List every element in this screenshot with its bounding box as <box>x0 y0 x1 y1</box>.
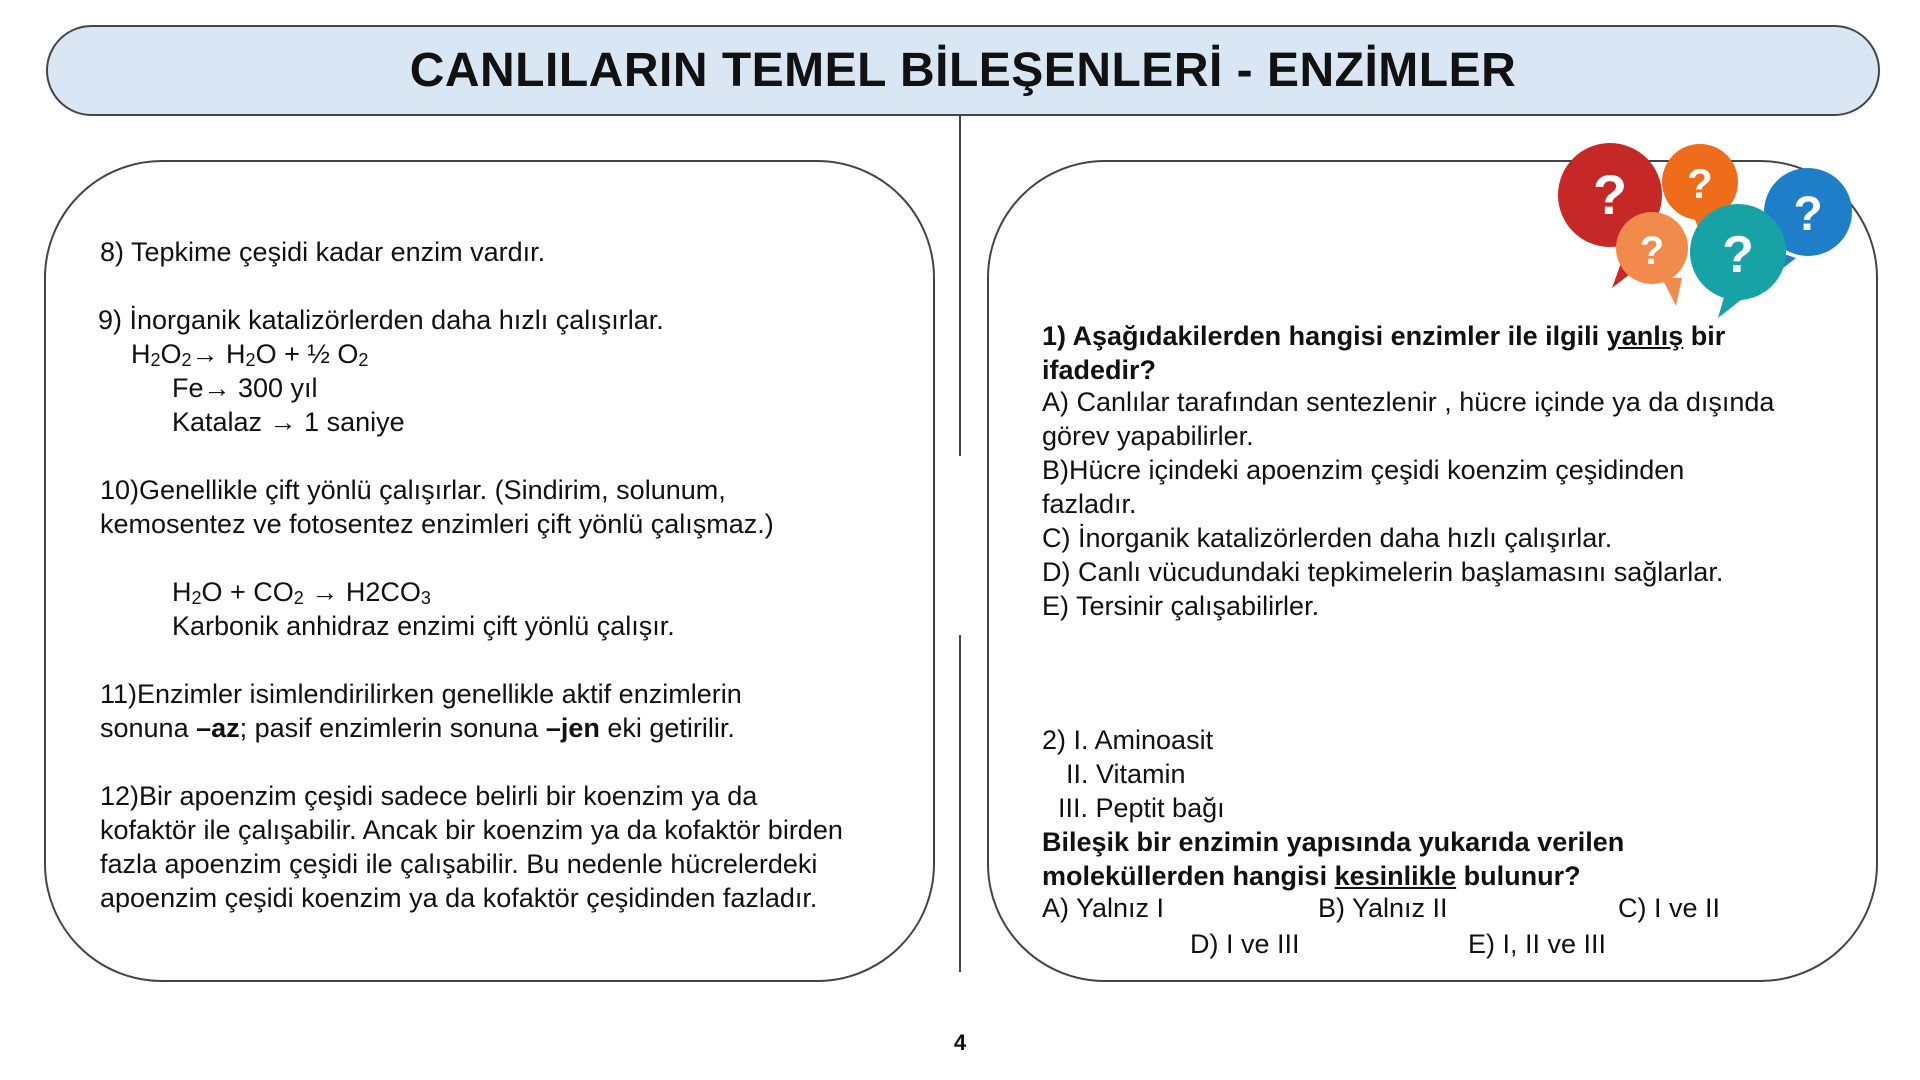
note-item-12-line2: kofaktör ile çalışabilir. Ancak bir koenzim ya da kofaktör birden <box>100 815 843 845</box>
question-2-option-d: D) I ve III <box>1190 929 1300 959</box>
center-divider-bottom <box>959 635 961 972</box>
question-1-option-b-line1: B)Hücre içindeki apoenzim çeşidi koenzim çeşidinden <box>1042 455 1685 485</box>
svg-text:?: ? <box>1687 160 1713 207</box>
note-item-10-line2: kemosentez ve fotosentez enzimleri çift yönlü çalışmaz.) <box>100 509 774 539</box>
question-1-option-b-line2: fazladır. <box>1042 489 1137 519</box>
svg-text:?: ? <box>1592 163 1628 226</box>
question-2-item-3: III. Peptit bağı <box>1058 793 1225 823</box>
question-1-stem-line2: ifadedir? <box>1042 355 1157 385</box>
question-1-option-c: C) İnorganik katalizörlerden daha hızlı çalışırlar. <box>1042 523 1613 553</box>
question-1-option-d: D) Canlı vücudundaki tepkimelerin başlamasını sağlarlar. <box>1042 557 1724 587</box>
svg-text:?: ? <box>1639 229 1665 273</box>
title-banner <box>46 25 1880 116</box>
question-2-stem-line2: moleküllerden hangisi kesinlikle bulunur? <box>1042 861 1581 891</box>
question-1-option-e: E) Tersinir çalışabilirler. <box>1042 591 1320 621</box>
note-item-11-line1: 11)Enzimler isimlendirilirken genellikle aktif enzimlerin <box>100 679 742 709</box>
note-item-12-line1: 12)Bir apoenzim çeşidi sadece belirli bir koenzim ya da <box>100 781 758 811</box>
question-2-option-c: C) I ve II <box>1618 893 1721 923</box>
page-title: CANLILARIN TEMEL BİLEŞENLERİ - ENZİMLER <box>409 44 1517 97</box>
question-2-option-a: A) Yalnız I <box>1042 893 1165 923</box>
question-2-option-b: B) Yalnız II <box>1318 893 1448 923</box>
note-item-9: 9) İnorganik katalizörlerden daha hızlı çalışırlar. <box>98 305 664 335</box>
question-2-item-2: II. Vitamin <box>1066 759 1186 789</box>
iron-rate: Fe→ 300 yıl <box>172 373 318 403</box>
note-item-11-line2: sonuna –az; pasif enzimlerin sonuna –jen eki getirilir. <box>100 713 735 743</box>
question-1-option-a-line2: görev yapabilirler. <box>1042 421 1254 451</box>
equation-carbonic: $H_2O + CO_2 \to H2CO_3$ <box>172 577 431 608</box>
carbonic-anhydrase-note: Karbonik anhidraz enzimi çift yönlü çalışır. <box>172 611 675 641</box>
question-2-stem-line1: Bileşik bir enzimin yapısında yukarıda verilen <box>1042 827 1625 857</box>
note-item-12-line3: fazla apoenzim çeşidi ile çalışabilir. Bu nedenle hücrelerdeki <box>100 849 818 879</box>
page-number: 4 <box>953 1030 967 1055</box>
bubble-light-orange-icon <box>1616 212 1688 306</box>
question-2-item-1: 2) I. Aminoasit <box>1042 725 1214 755</box>
svg-text:?: ? <box>1722 226 1754 284</box>
svg-text:?: ? <box>1793 188 1823 241</box>
question-1-stem-line1: 1) Aşağıdakilerden hangisi enzimler ile ilgili yanlış bir <box>1042 321 1726 351</box>
note-item-10-line1: 10)Genellikle çift yönlü çalışırlar. (Sindirim, solunum, <box>100 475 726 505</box>
question-2-option-e: E) I, II ve III <box>1468 929 1607 959</box>
equation-peroxide: $H_2O_2\to H_2O$ + ½ $O_2$ <box>131 339 369 370</box>
question-1-option-a-line1: A) Canlılar tarafından sentezlenir , hücre içinde ya da dışında <box>1042 387 1775 417</box>
note-item-8: 8) Tepkime çeşidi kadar enzim vardır. <box>100 237 546 267</box>
note-item-12-line4: apoenzim çeşidi koenzim ya da kofaktör çeşidinden fazladır. <box>100 883 818 913</box>
bubble-teal-icon <box>1690 204 1786 318</box>
question-bubbles-icon <box>1550 140 1870 320</box>
catalase-rate: Katalaz → 1 saniye <box>172 407 405 437</box>
center-divider-top <box>959 116 961 456</box>
